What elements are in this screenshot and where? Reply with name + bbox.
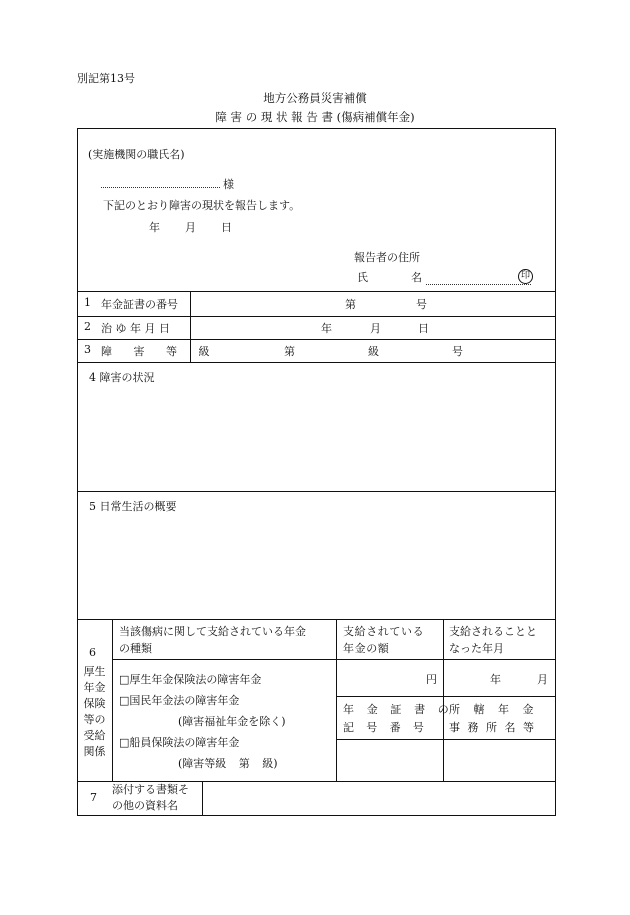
row3-dai: 第 (284, 345, 295, 358)
row4-label: 4 障害の状況 (89, 371, 155, 384)
row1-number: 1 (84, 296, 91, 309)
row3-kyu: 級 (368, 345, 379, 358)
option-senin-grade: (障害等級 第 級) (178, 757, 278, 770)
row1-go: 号 (416, 298, 427, 311)
name-dotted-line (426, 284, 531, 285)
row2-number: 2 (84, 320, 91, 333)
row2-month: 月 (370, 322, 381, 335)
date-month-label: 月 (537, 673, 548, 686)
section6-side-label: 厚生 年金 保険 等の 受給 関係 (83, 665, 106, 758)
row5-top-border (77, 491, 556, 492)
row2-year: 年 (321, 322, 332, 335)
date-year: 年 (149, 221, 160, 234)
section6-side-divider (112, 619, 113, 781)
row5-label: 5 日常生活の概要 (89, 500, 177, 513)
option-senin-hoken: □船員保険法の障害年金 (119, 736, 240, 749)
section6-head-amount: 支給されている 年金の額 (343, 625, 425, 655)
section6-head-date: 支給されることと なった年月 (449, 625, 537, 655)
date-day: 日 (221, 221, 232, 234)
section7-label: 添付する書類そ の他の資料名 (112, 783, 189, 812)
amount-yen: 円 (426, 673, 437, 686)
section6-cert-border (336, 739, 556, 740)
name-label-shi: 氏 (357, 271, 368, 284)
section6-top-border (77, 619, 556, 620)
pension-office-label: 所 轄 年 金 事 務 所 名 等 (449, 703, 539, 734)
reporter-address-label: 報告者の住所 (354, 251, 420, 264)
row4-top-border (77, 362, 556, 363)
sama-text: 様 (223, 178, 234, 191)
option-kokumin-nenkin: □国民年金法の障害年金 (119, 694, 240, 707)
row2-day: 日 (418, 322, 429, 335)
recipient-dotted-line (101, 187, 220, 188)
form-header-line1: 地方公務員災害補償 (263, 91, 367, 105)
section7-divider (202, 781, 203, 816)
section6-header-border (112, 659, 556, 660)
option-kosei-nenkin: □厚生年金保険法の障害年金 (119, 673, 262, 686)
section6-col2-divider (336, 619, 337, 781)
name-label-mei: 名 (411, 271, 422, 284)
section7-number: 7 (90, 791, 97, 804)
row3-number: 3 (84, 343, 91, 356)
row2-top-border (77, 316, 556, 317)
row1-dai: 第 (345, 298, 356, 311)
row3-go: 号 (452, 345, 463, 358)
row1-top-border (77, 291, 556, 292)
date-year-label: 年 (490, 673, 501, 686)
row2-label: 治 ゆ 年 月 日 (101, 322, 170, 335)
section6-col3-divider (443, 619, 444, 781)
row3-label: 障 害 等 級 (101, 345, 219, 358)
seal-mark: 印 (518, 269, 533, 284)
org-label: (実施機関の職氏名) (88, 148, 185, 161)
section6-head-type: 当該傷病に関して支給されている年金 の種類 (119, 625, 306, 655)
form-title: 障 害 の 現 状 報 告 書 (傷病補償年金) (215, 110, 415, 124)
cert-number-label: 年 金 証 書 の 記 号 番 号 (343, 703, 454, 734)
row1-label: 年金証書の番号 (101, 298, 178, 311)
row3-top-border (77, 339, 556, 340)
section6-number: 6 (89, 646, 96, 659)
section6-amount-border (336, 696, 556, 697)
option-kokumin-note: (障害福祉年金を除く) (178, 715, 286, 728)
form-number: 別記第13号 (77, 72, 135, 85)
date-month: 月 (185, 221, 196, 234)
report-intro: 下記のとおり障害の現状を報告します。 (103, 199, 301, 212)
